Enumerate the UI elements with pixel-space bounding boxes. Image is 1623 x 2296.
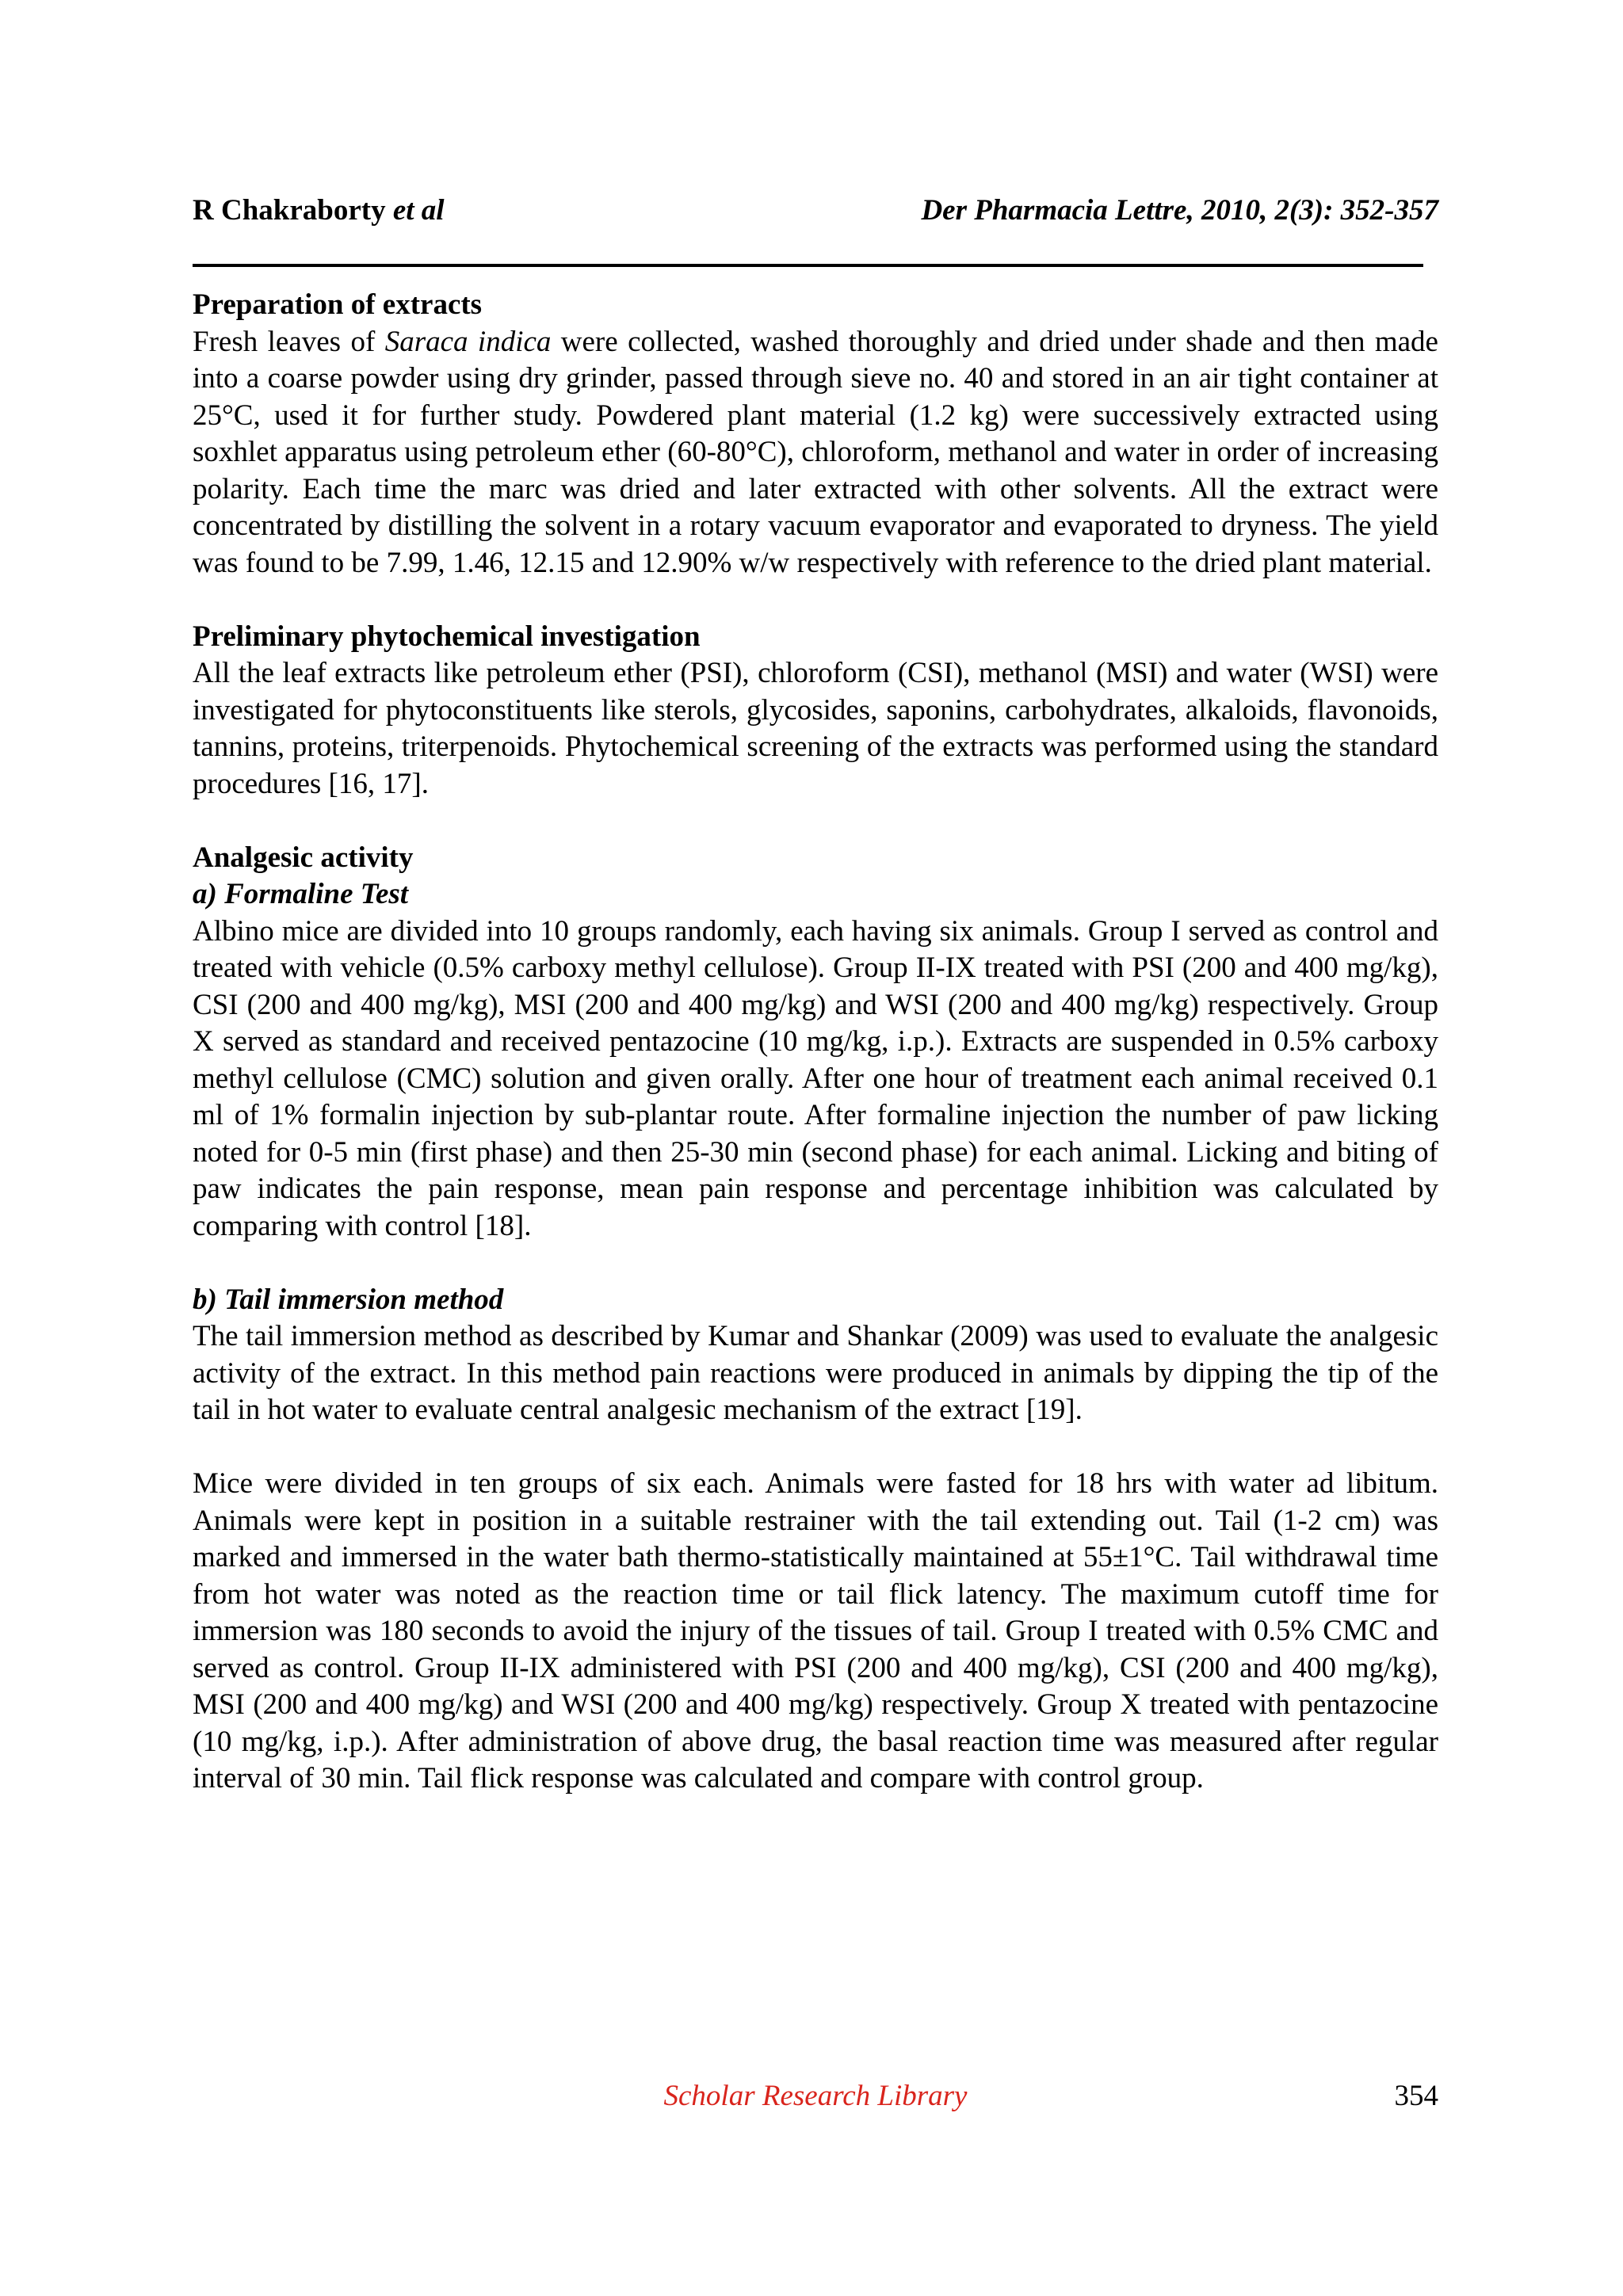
section-heading-analgesic: Analgesic activity (193, 841, 414, 874)
footer-page-number: 354 (1394, 2080, 1438, 2112)
body-text (193, 287, 1438, 1798)
paragraph-phytochemical: All the leaf extracts like petroleum ether (PSI), chloroform (CSI), methanol (MSI) and water (WSI) were investigated for phytoconstituents like sterols, glycosides, saponins, carbohydrates, alkaloids, flavonoids, tannins, proteins, triterpenoids. Phytochemical screening of the extracts was performed using the standard procedures [16, 17]. (193, 657, 1438, 800)
running-head (193, 190, 1438, 231)
paragraph-tail-immersion-1: The tail immersion method as described by Kumar and Shankar (2009) was used to evaluate the analgesic activity of the extract. In this method pain reactions were produced in animals by dipping the tip of the tail in hot water to evaluate central analgesic mechanism of the extract [19]. (193, 1320, 1438, 1426)
paragraph-extracts: Fresh leaves of Saraca indica were collected, washed thoroughly and dried under shade and then made into a coarse powder using dry grinder, passed through sieve no. 40 and stored in an air tight container at 25°C, used it for further study. Powdered plant material (1.2 kg) were successively extracted using soxhlet apparatus using petroleum ether (60-80°C), chloroform, methanol and water in order of increasing polarity. Each time the marc was dried and later extracted with other solvents. All the extract were concentrated by distilling the solvent in a rotary vacuum evaporator and evaporated to dryness. The yield was found to be 7.99, 1.46, 12.15 and 12.90% w/w respectively with reference to the dried plant material. (193, 325, 1438, 579)
paragraph-formaline-test: Albino mice are divided into 10 groups randomly, each having six animals. Group I served as control and treated with vehicle (0.5% carboxy methyl cellulose). Group II-IX treated with PSI (200 and 400 mg/kg), CSI (200 and 400 mg/kg), MSI (200 and 400 mg/kg) and WSI (200 and 400 mg/kg) respectively. Group X served as standard and received pentazocine (10 mg/kg, i.p.). Extracts are suspended in 0.5% carboxy methyl cellulose (CMC) solution and given orally. After one hour of treatment each animal received 0.1 ml of 1% formalin injection by sub-plantar route. After formaline injection the number of paw licking noted for 0-5 min (first phase) and then 25-30 min (second phase) for each animal. Licking and biting of paw indicates the pain response, mean pain response and percentage inhibition was calculated by comparing with control [18]. (193, 914, 1438, 1242)
running-head-citation: Der Pharmacia Lettre, 2010, 2(3): 352-357 (921, 194, 1438, 227)
paragraph-tail-immersion-2: Mice were divided in ten groups of six each. Animals were fasted for 18 hrs with water ad libitum. Animals were kept in position in a suitable restrainer with the tail extending out. Tail (1-2 cm) was marked and immersed in the water bath thermo-statistically maintained at 55±1°C. Tail withdrawal time from hot water was noted as the reaction time or tail flick latency. The maximum cutoff time for immersion was 180 seconds to avoid the injury of the tissues of tail. Group I treated with 0.5% CMC and served as control. Group II-IX administered with PSI (200 and 400 mg/kg), CSI (200 and 400 mg/kg), MSI (200 and 400 mg/kg) and WSI (200 and 400 mg/kg) respectively. Group X treated with pentazocine (10 mg/kg, i.p.). After administration of above drug, the basal reaction time was measured after regular interval of 30 min. Tail flick response was calculated and compare with control group. (193, 1467, 1438, 1794)
header-rule (193, 264, 1423, 267)
section-heading-extracts: Preparation of extracts (193, 288, 483, 321)
page-footer (193, 2076, 1438, 2117)
subheading-tail-immersion: b) Tail immersion method (193, 1283, 504, 1316)
subheading-formaline-test: a) Formaline Test (193, 878, 409, 910)
running-head-author: R Chakraborty et al (193, 194, 445, 227)
section-heading-phytochemical: Preliminary phytochemical investigation (193, 620, 701, 653)
species-name: Saraca indica (384, 325, 552, 358)
footer-journal-name: Scholar Research Library (663, 2080, 968, 2112)
